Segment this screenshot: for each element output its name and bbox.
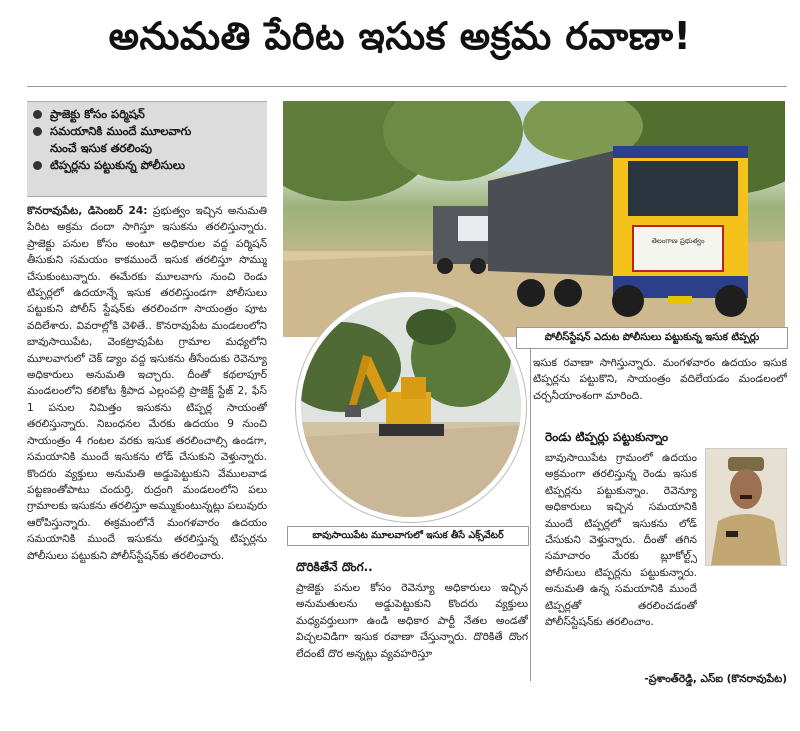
police-officer-icon — [706, 449, 786, 565]
headline: అనుమతి పేరిట ఇసుక అక్రమ రవాణా! — [108, 14, 692, 58]
photo-caption-trucks: పోలీస్‌స్టేషన్ ఎదుట పోలీసులు పట్టుకున్న ఇసుక టిప్పర్లు — [516, 327, 788, 349]
highlights-box — [27, 101, 267, 197]
excavator-illustration — [301, 297, 521, 517]
article-column-right-top: ఇసుక రవాణా సాగిస్తున్నారు. మంగళవారం ఉదయం ఇసుక టిప్పర్లను పట్టుకొని, సాయంత్రం వదిలేయడం మండలంలో చర్చనీయాంశంగా మారింది. — [533, 357, 787, 402]
highlight-item: ప్రాజెక్టు కోసం పర్మిషన్ — [33, 106, 261, 123]
bullet-dot-icon — [33, 110, 42, 119]
quote-tippers: బావుసాయిపేట గ్రామంలో ఉదయం అక్రమంగా తరలిస్తున్న రెండు ఇసుక టిప్పర్లను పట్టుకున్నాం. రెవెన్యూ అధికారులు ఇచ్చిన సమయానికి ముందే టిప్పర్లలో ఇసుకను లోడ్ చేసుకుని వెళ్తున్నారు. దీంతో తగిన సమాచారం మేరకు బ్లూకోల్ట్స్ పోలీసులు టిప్పర్లను పట్టుకున్నారు. అనుమతి ఉన్న సమయానికి ముందే టిప్పర్లతో తరలించడంతో పోలీస్‌స్టేషన్‌కు తరలించాం. — [545, 452, 697, 629]
article-column-center: ప్రాజెక్టు పనుల కోసం రెవెన్యూ అధికారులు ఇచ్చిన అనుమతులను అడ్డుపెట్టుకుని కొందరు వ్యక్తులు మధ్యవర్తులుగా ఉండి అధికార పార్టీ నేతల అండతో విచ్చలవిడిగా ఇసుక రవాణా చేస్తున్నారు. దొరికితే దొంగ లేదంటే దొర అన్నట్లు వ్యవహరిస్తూ — [296, 582, 528, 660]
byline: -ప్రశాంత్‌రెడ్డి, ఎస్ఐ (కొనరావుపేట) — [644, 673, 787, 685]
subhead-thief: దొరికితేనే దొంగ.. — [296, 560, 373, 574]
subhead-tippers: రెండు టిప్పర్లు పట్టుకున్నాం — [545, 430, 669, 444]
headline-rule — [27, 86, 787, 87]
excavator-photo — [296, 292, 526, 522]
article-body: ప్రభుత్వం ఇచ్చిన అనుమతి పేరిట అక్రమ దందా సాగిస్తూ ఇసుకను తరలిస్తున్నారు. ప్రాజెక్టు పనుల కోసం అంటూ అధికారుల వద్ద పర్మిషన్ తీసుకుని సమయం కాకముందే ఇసుక తరలిస్తూ సొమ్ము చేసుకుంటున్నారు. ఈమేరకు మూలవాగు నుంచి రెండు టిప్పర్లలో ఉదయాన్నే ఇసుక తరలిస్తుండగా పోలీసులు పట్టుకుని పోలీస్ స్టేషన్‌కు తరలించగా సాయంత్రం పూట వదిలేశారు. వివరాల్లోకి వెళితే.. కొనరావుపేట మండలంలోని బావుసాయిపేట, వెంకట్రావుపేట గ్రామాల మధ్యలోని మూలవాగులో చెక్ డ్యాం వద్ద ఇసుకను తీసేందుకు రెవెన్యూ అధికారులు అనుమతి ఇచ్చారు. దీంతో కథలాపూర్ మండలంలోని కలికోట శ్రీపాద ఎల్లంపల్లి ప్రాజెక్ట్ స్టేజ్ 2, ఫేస్ 1 పనుల నిమిత్తం ఇసుకను టిప్పర్ల సాయంతో తరలిస్తున్నారు. నిబంధనల మేరకు ఉదయం 9 నుంచి సాయంత్రం 4 గంటల వరకు ఇసుక తరలించాల్సి ఉండగా, సమయానికి ముందే ఇసుకను లోడ్ చేసుకుని వెళ్తున్నారు. కొందరు వ్యక్తులు అనుమతి అడ్డుపెట్టుకుని వేములవాడ పట్టణంతోపాటు చందుర్తి, రుద్రంగి మండలంలోని పలు గ్రామాలకు ఇసుకను తరలిస్తూ అమ్ముకుంటున్నట్లు పలువురు ఆరోపిస్తున్నారు. ఈక్రమంలోనే మంగళవారం ఉదయం సమయానికి ముందే ఇసుకను తరలిస్తున్న టిప్పర్లను పోలీసులు పట్టుకుని పోలీస్‌స్టేషన్‌కు తరలించారు. — [27, 205, 267, 562]
highlight-item: టిప్పర్లను పట్టుకున్న పోలీసులు — [33, 157, 261, 174]
dateline: కొనరావుపేట, డిసెంబర్ 24: — [27, 205, 148, 217]
highlight-item-continuation: నుంచే ఇసుక తరలింపు — [50, 141, 153, 155]
trucks-illustration — [283, 101, 785, 337]
trucks-photo — [283, 101, 785, 337]
bullet-dot-icon — [33, 161, 42, 170]
column-divider — [530, 348, 531, 681]
police-officer-photo — [705, 448, 787, 566]
truck-banner-text: తెలంగాణ ప్రభుత్వం — [651, 237, 705, 245]
photo-caption-excavator: బావుసాయిపేట మూలవాగులో ఇసుక తీసే ఎక్స్‌వేటర్ — [287, 526, 529, 546]
bullet-dot-icon — [33, 127, 42, 136]
article-column-left — [27, 203, 267, 681]
highlight-item: సమయానికి ముందే మూలవాగు — [33, 123, 261, 140]
